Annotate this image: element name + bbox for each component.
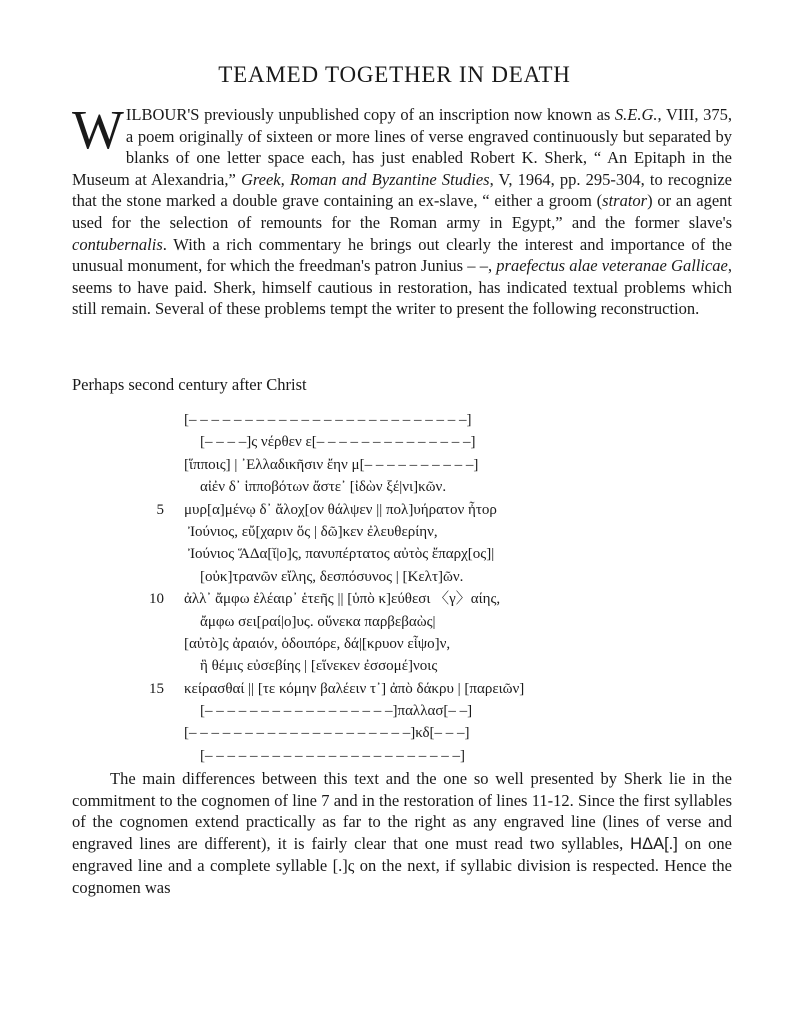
inscription-line: [140, 611, 640, 633]
strator-term: strator: [602, 191, 648, 211]
praefectus-term: praefectus alae veteranae Gallicae: [496, 256, 728, 276]
date-line: Perhaps second century after Christ: [72, 375, 307, 394]
intro-text-2: , VIII, 375, a poem originally of sixteen or more lines of verse engraved continuously but separated by blanks of one letter space each, has just enabled Robert K. Sherk, “ An Epitaph in the Museum at Alexandria,”: [72, 105, 732, 189]
inscription-line: [140, 588, 640, 610]
intro-text-6: , seems to have paid. Sherk, himself cautious in restoration, has indicated textual problems which still remain. Several of these problems tempt the writer to present the following reconstruction.: [72, 256, 732, 319]
inscription-line: [140, 678, 640, 700]
inscription-line: [140, 409, 640, 431]
line-text: [αὐτὸ]ς ἀραιόν, ὁδοιπόρε, δά|[κρυον εἷψο]ν,: [184, 635, 451, 652]
line-text: Ἰούνιος ἍΔα[ῐ|ο]ς, πανυπέρτατος αὐτὸς ἔπαρχ[ος]|: [188, 546, 495, 563]
line-number: 10: [149, 591, 164, 608]
inscription-line: [140, 543, 640, 565]
intro-text-3: , V, 1964, pp. 295-304, to recognize that the stone marked a double grave containing an ex-slave, “ either a groom (: [72, 169, 732, 211]
article-title: TEAMED TOGETHER IN DEATH: [218, 62, 571, 87]
contubernalis-term: contubernalis: [72, 234, 163, 254]
epigraphic-letters: HΔA[.]: [630, 834, 678, 853]
seg-citation: S.E.G.: [614, 105, 658, 124]
intro-text-1: previously unpublished copy of an inscription now known as: [199, 105, 615, 124]
line-number: 5: [156, 501, 164, 518]
inscription-line: [140, 700, 640, 722]
inscription-line: [140, 521, 640, 543]
line-text: [ἵπποις] | ᾿Ελλαδικῆσιν ἔην μ[– – – – – – – – – –]: [184, 456, 479, 473]
line-text: [– – – – – – – – – – – – – – – – – – – – – – –]: [200, 747, 465, 764]
intro-text-4: ) or an agent used for the selection of remounts for the Roman army in Egypt,” and the former slave's: [72, 191, 732, 232]
line-text: [– – – – – – – – – – – – – – – – – – – – – – – – –]: [184, 412, 472, 428]
intro-text-5: . With a rich commentary he brings out clearly the interest and importance of the unusual monument, for which the freedman's patron Junius – –,: [72, 234, 732, 276]
intro-paragraph: [72, 99, 732, 320]
line-text: Ἰούνιος, εὔ[χαριν ὅς | δῶ]κεν ἐλευθερίην,: [188, 523, 438, 540]
line-text: [οὐκ]τρανῶν εἴλης, δεσπόσυνος | [Κελτ]ῶν.: [200, 568, 464, 585]
line-text: μυρ[α]μένῳ δ᾿ ἄλοχ[ον θάλψεν || πολ]υήρατον ἦτορ: [184, 501, 497, 518]
line-number: 15: [149, 680, 164, 697]
inscription-line: [140, 566, 640, 588]
line-text: [– – – – – – – – – – – – – – – – –]παλλασ[– –]: [200, 703, 473, 720]
journal-title: Greek, Roman and Byzantine Studies: [240, 169, 490, 189]
closing-paragraph: [72, 768, 732, 899]
closing-text-2: on one engraved line and a complete syllable [.]ς on the next, if syllabic division is respected. Hence the cognomen was: [72, 833, 732, 897]
drop-cap: W: [72, 99, 124, 160]
line-text: [– – – – – – – – – – – – – – – – – – – –]κδ[– – –]: [184, 725, 470, 742]
inscription-line: [140, 655, 640, 677]
line-text: ἀλλ᾿ ἄμφω ἐλέαιρ᾿ ἑτεῆς || [ὑπὸ κ]εύθεσι 〈γ〉αίης,: [184, 591, 501, 608]
line-text: αἰἐν δ᾿ ἱπποβότων ἄστε᾿ [ἰδὼν ξέ|νι]κῶν.: [200, 479, 447, 496]
inscription-line: [140, 476, 640, 498]
line-text: [– – – –]ς νέρθεν ε[– – – – – – – – – – – – – –]: [200, 434, 476, 451]
line-text: κείρασθαί || [τε κόμην βαλέειν τ᾿] ἀπὸ δάκρυ | [παρειῶν]: [184, 680, 525, 697]
inscription-line: [140, 431, 640, 453]
inscription-line: [140, 499, 640, 521]
closing-text-1: The main differences between this text and the one so well presented by Sherk lie in the commitment to the cognomen of line 7 and in the restoration of lines 11-12. Since the first syllables of the cognomen extend practically as far to the right as any engraved line (lines of verse and engraved lines are different), it is fairly clear that one must read two syllables,: [72, 769, 732, 853]
inscription-line: [140, 722, 640, 744]
lead-word: ILBOUR'S: [125, 105, 200, 124]
inscription-line: [140, 454, 640, 476]
line-text: ἣ θέμις εὐσεβίης | [εἵνεκεν ἐσσομέ]νοις: [200, 658, 438, 675]
inscription-block: [140, 409, 640, 767]
inscription-line: [140, 633, 640, 655]
inscription-line: [140, 745, 640, 767]
line-text: ἄμφω σει[ραί|ο]υς. οὕνεκα παρβεβαὼς|: [200, 613, 436, 630]
